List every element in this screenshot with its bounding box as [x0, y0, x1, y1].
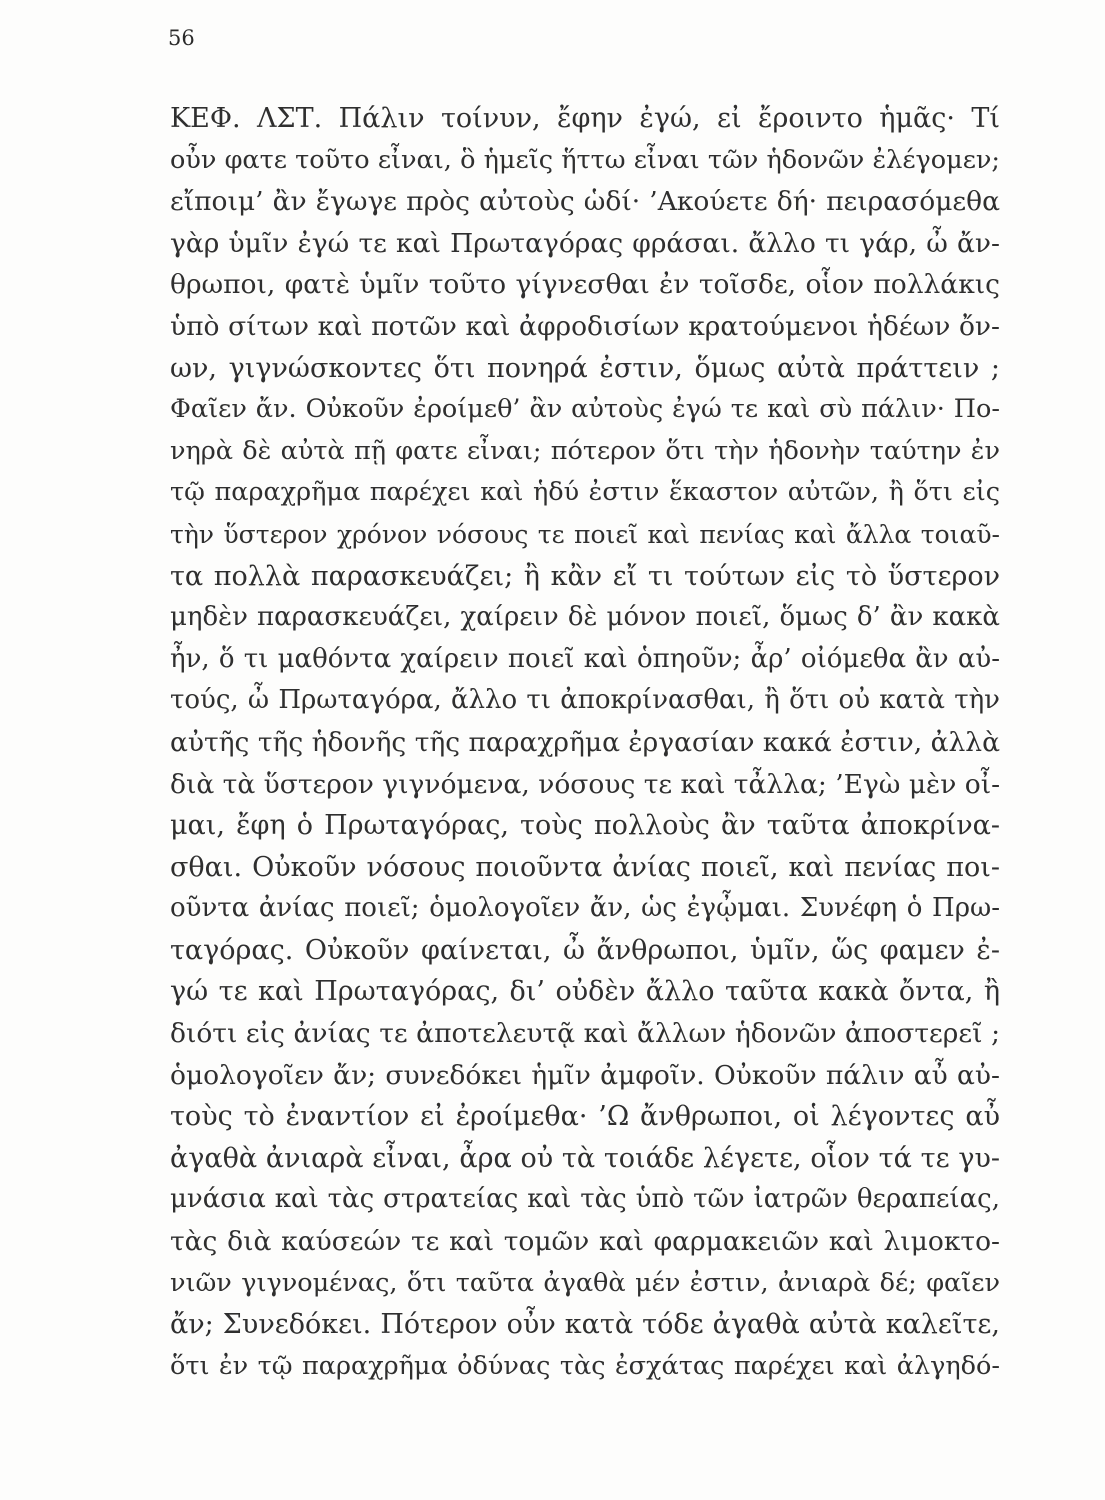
text-line: θρωποι, φατὲ ὑμῖν τοῦτο γίγνεσθαι ἐν τοῖσδε, οἷον πολλάκις: [170, 269, 1000, 301]
text-line: τῷ παραχρῆμα παρέχει καὶ ἡδύ ἐστιν ἕκαστον αὐτῶν, ἢ ὅτι εἰς: [170, 477, 1000, 508]
text-line: οῦντα ἀνίας ποιεῖ; ὁμολογοῖεν ἄν, ὡς ἐγᾦμαι. Συνέφη ὁ Πρω-: [170, 893, 1000, 924]
text-line: τα πολλὰ παρασκευάζει; ἢ κἂν εἴ τι τούτων εἰς τὸ ὕστερον: [170, 560, 1000, 592]
text-block: [170, 98, 1000, 1387]
text-line: ων, γιγνώσκοντες ὅτι πονηρά ἐστιν, ὅμως αὐτὰ πράττειν ;: [170, 352, 1000, 384]
text-line: αὐτῆς τῆς ἡδονῆς τῆς παραχρῆμα ἐργασίαν κακά ἐστιν, ἀλλὰ: [170, 726, 1000, 758]
text-line: ΚΕΦ. ΛΣΤ. Πάλιν τοίνυν, ἔφην ἐγώ, εἰ ἔροιντο ἡμᾶς· Τί: [170, 103, 1000, 134]
page-number: 56: [168, 26, 195, 50]
text-line: τὴν ὕστερον χρόνον νόσους τε ποιεῖ καὶ πενίας καὶ ἄλλα τοιαῦ-: [170, 519, 1000, 549]
text-line: μνάσια καὶ τὰς στρατείας καὶ τὰς ὑπὸ τῶν ἰατρῶν θεραπείας,: [170, 1184, 1000, 1215]
text-line: τούς, ὦ Πρωταγόρα, ἄλλο τι ἀποκρίνασθαι, ἢ ὅτι οὐ κατὰ τὴν: [170, 685, 1000, 716]
text-line: μαι, ἔφη ὁ Πρωταγόρας, τοὺς πολλοὺς ἂν ταῦτα ἀποκρίνα-: [170, 810, 1000, 842]
text-line: διότι εἰς ἀνίας τε ἀποτελευτᾷ καὶ ἄλλων ἡδονῶν ἀποστερεῖ ;: [170, 1018, 1000, 1050]
text-line: γὰρ ὑμῖν ἐγώ τε καὶ Πρωταγόρας φράσαι. ἄλλο τι γάρ, ὦ ἄν-: [170, 227, 1000, 259]
text-line: τὰς διὰ καύσεών τε καὶ τομῶν καὶ φαρμακειῶν καὶ λιμοκτο-: [170, 1226, 1000, 1258]
text-line: οὖν φατε τοῦτο εἶναι, ὃ ἡμεῖς ἥττω εἶναι τῶν ἡδονῶν ἐλέγομεν;: [170, 144, 1000, 175]
text-line: σθαι. Οὐκοῦν νόσους ποιοῦντα ἀνίας ποιεῖ, καὶ πενίας ποι-: [170, 851, 1000, 883]
text-line: Φαῖεν ἄν. Οὐκοῦν ἐροίμεθ’ ἂν αὐτοὺς ἐγώ τε καὶ σὺ πάλιν· Πο-: [170, 394, 1000, 425]
text-line: ἀγαθὰ ἀνιαρὰ εἶναι, ἆρα οὐ τὰ τοιάδε λέγετε, οἷον τά τε γυ-: [170, 1142, 1000, 1174]
text-line: νηρὰ δὲ αὐτὰ πῇ φατε εἶναι; πότερον ὅτι τὴν ἡδονὴν ταύτην ἐν: [170, 435, 1000, 466]
text-line: εἴποιμ’ ἂν ἔγωγε πρὸς αὐτοὺς ὡδί· ’Ακούετε δή· πειρασόμεθα: [170, 186, 1000, 218]
text-line: μηδὲν παρασκευάζει, χαίρειν δὲ μόνον ποιεῖ, ὅμως δ’ ἂν κακὰ: [170, 602, 1000, 633]
text-line: ταγόρας. Οὐκοῦν φαίνεται, ὦ ἄνθρωποι, ὑμῖν, ὥς φαμεν ἐ-: [170, 934, 1000, 966]
text-line: νιῶν γιγνομένας, ὅτι ταῦτα ἀγαθὰ μέν ἐστιν, ἀνιαρὰ δέ; φαῖεν: [170, 1267, 1000, 1298]
text-line: ἄν; Συνεδόκει. Πότερον οὖν κατὰ τόδε ἀγαθὰ αὐτὰ καλεῖτε,: [170, 1309, 1000, 1341]
text-line: ὑπὸ σίτων καὶ ποτῶν καὶ ἀφροδισίων κρατούμενοι ἡδέων ὄν-: [170, 310, 1000, 342]
text-line: διὰ τὰ ὕστερον γιγνόμενα, νόσους τε καὶ τἆλλα; ’Εγὼ μὲν οἶ-: [170, 768, 1000, 800]
text-line: ὁμολογοῖεν ἄν; συνεδόκει ἡμῖν ἀμφοῖν. Οὐκοῦν πάλιν αὖ αὐ-: [170, 1059, 1000, 1091]
text-line: τοὺς τὸ ἐναντίον εἰ ἐροίμεθα· ’Ω ἄνθρωποι, οἱ λέγοντες αὖ: [170, 1101, 1000, 1133]
text-line: γώ τε καὶ Πρωταγόρας, δι’ οὐδὲν ἄλλο ταῦτα κακὰ ὄντα, ἢ: [170, 976, 1000, 1008]
text-line: ἦν, ὅ τι μαθόντα χαίρειν ποιεῖ καὶ ὁπηοῦν; ἆρ’ οἰόμεθα ἂν αὐ-: [170, 643, 1000, 674]
text-line: ὅτι ἐν τῷ παραχρῆμα ὀδύνας τὰς ἐσχάτας παρέχει καὶ ἀλγηδό-: [170, 1350, 1000, 1381]
